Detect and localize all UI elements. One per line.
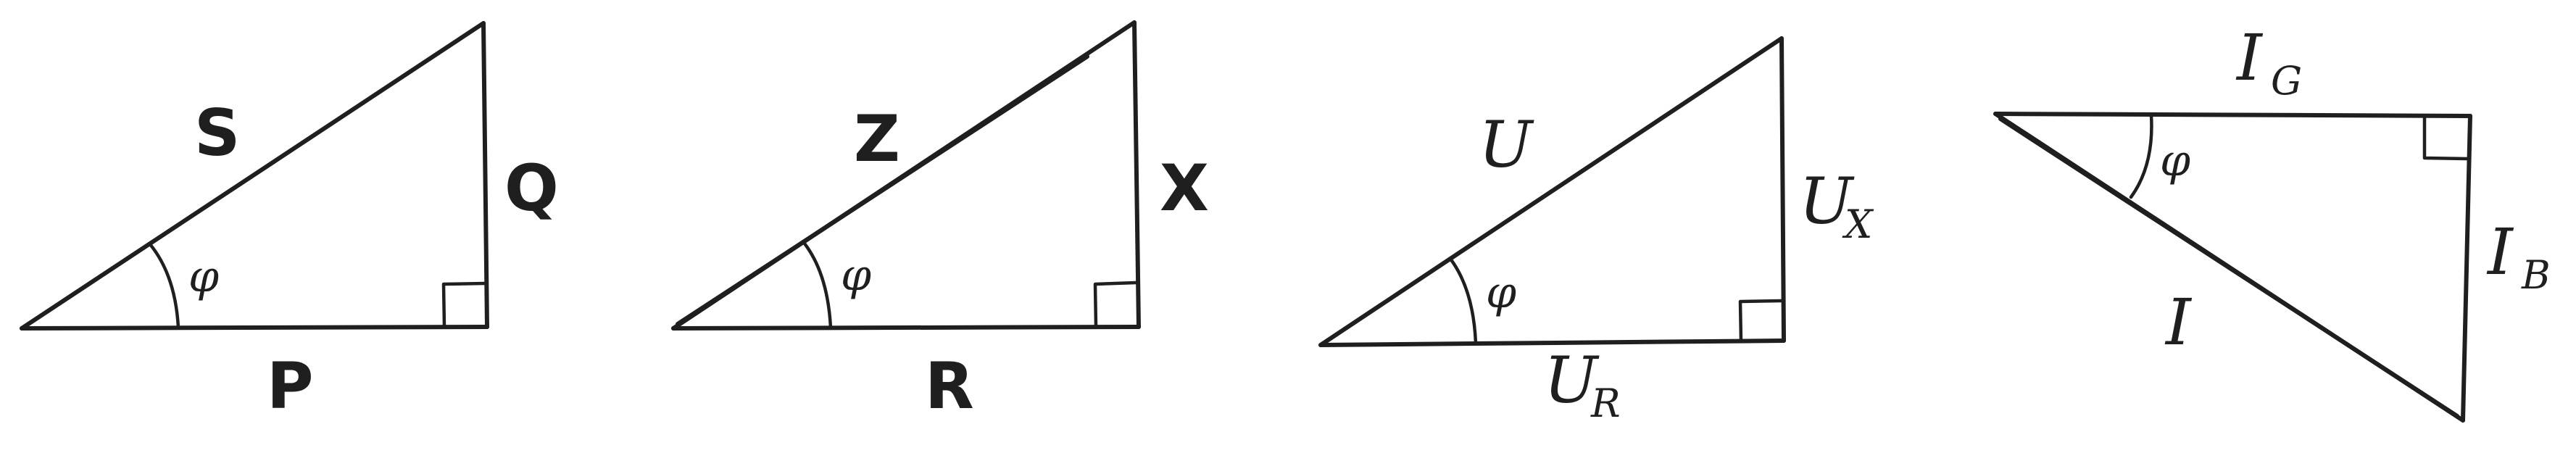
current-hypotenuse-sketch-stroke [2000, 119, 2457, 416]
voltage-base-label [1544, 343, 1621, 426]
power-angle-label: φ [188, 252, 220, 302]
current-angle-label: φ [2160, 136, 2191, 186]
power-vertical-edge [483, 23, 487, 327]
voltage-vertical-edge [1782, 38, 1784, 341]
current-top-edge [1995, 114, 2470, 116]
voltage-hypotenuse-label: U [1479, 107, 1533, 182]
power-base-label: P [267, 349, 314, 423]
voltage-hypotenuse-edge [1321, 38, 1782, 345]
voltage-right-angle-marker [1740, 301, 1781, 341]
current-triangle [1995, 20, 2551, 420]
voltage-base-label-main: U [1544, 343, 1598, 417]
power-base-edge [22, 327, 487, 328]
current-vertical-label-sub: B [2522, 252, 2551, 298]
impedance-triangle [673, 22, 1209, 423]
current-right-angle-marker [2425, 117, 2467, 159]
impedance-base-edge [673, 327, 1139, 328]
current-top-label-sub: G [2271, 58, 2303, 104]
current-vertical-label [2486, 215, 2551, 298]
impedance-hypotenuse-label: Z [854, 101, 900, 176]
impedance-right-angle-marker [1095, 283, 1136, 327]
voltage-vertical-label [1799, 164, 1874, 247]
impedance-angle-arc [805, 244, 831, 328]
voltage-angle-label: φ [1486, 267, 1517, 318]
power-hypotenuse-label: S [194, 96, 241, 170]
current-top-label-main: I [2237, 20, 2262, 95]
impedance-angle-label: φ [841, 250, 872, 301]
current-angle-arc [2131, 115, 2151, 197]
voltage-base-label-sub: R [1591, 381, 1621, 426]
power-triangle [22, 23, 559, 423]
impedance-base-label: R [925, 349, 974, 423]
power-right-angle-marker [444, 283, 485, 327]
current-top-label [2235, 20, 2302, 104]
voltage-triangle [1321, 38, 1874, 426]
voltage-vertical-label-sub: X [1845, 201, 1873, 247]
voltage-vertical-label-main: U [1799, 164, 1853, 238]
current-hypotenuse-label: I [2166, 285, 2191, 360]
impedance-hypotenuse-sketch-stroke [678, 57, 1087, 324]
impedance-vertical-label: X [1160, 151, 1209, 225]
current-vertical-edge [2463, 116, 2470, 420]
power-vertical-label: Q [504, 151, 559, 225]
voltage-angle-arc [1450, 259, 1476, 344]
current-vertical-label-main: I [2488, 215, 2513, 289]
power-hypotenuse-edge [22, 23, 483, 328]
power-angle-arc [150, 244, 178, 328]
